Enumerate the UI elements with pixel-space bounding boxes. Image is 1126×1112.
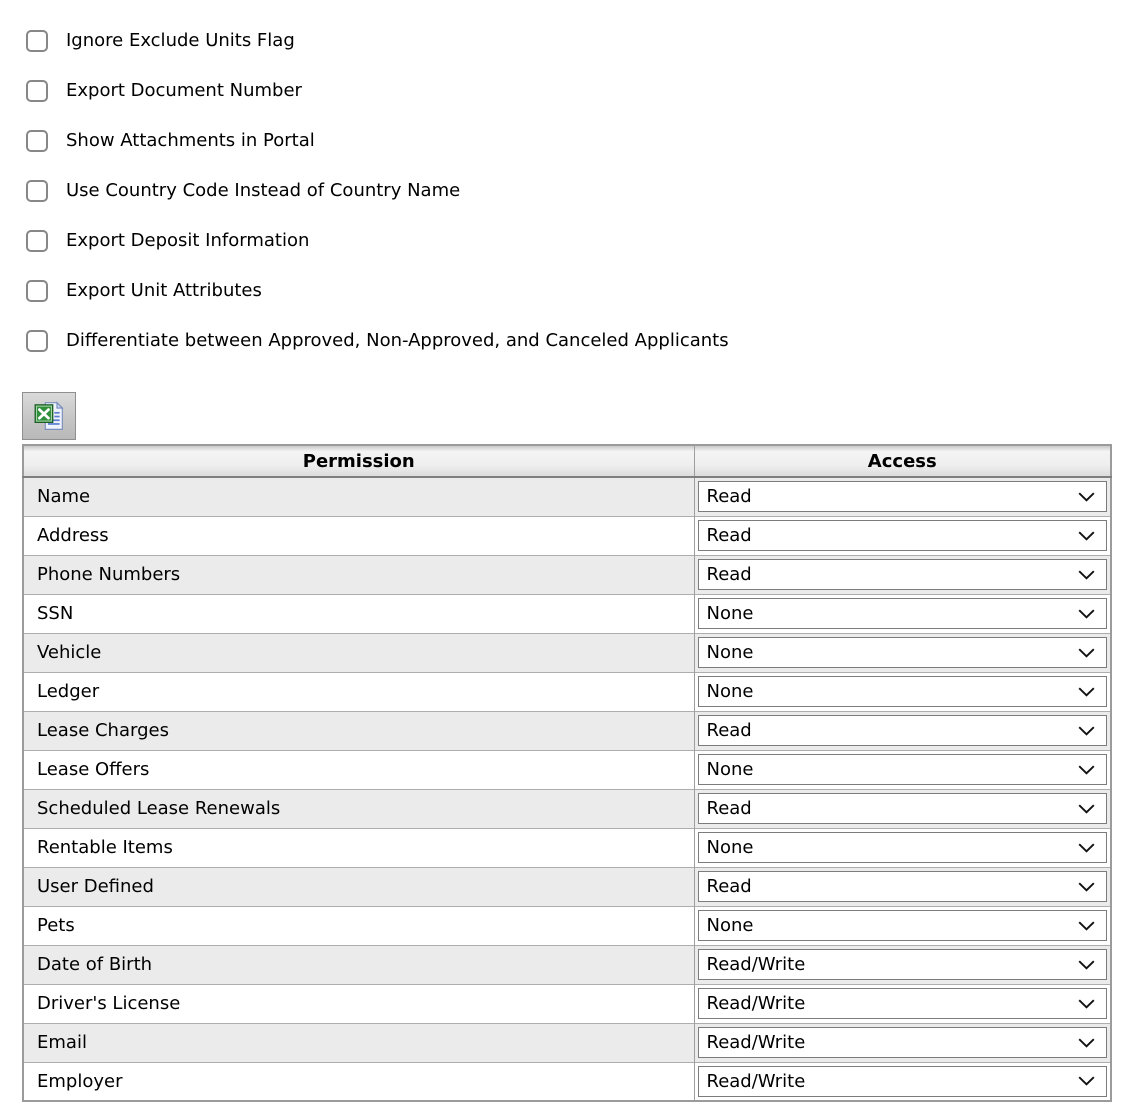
permission-name: SSN [23,594,694,633]
table-row [23,1023,1111,1062]
chevron-down-icon [1078,843,1095,853]
checkbox-option-label: Show Attachments in Portal [66,130,315,151]
access-dropdown-value: Read/Write [706,954,806,975]
checkbox-option-label: Export Document Number [66,80,302,101]
access-cell [694,1023,1111,1062]
checkbox[interactable] [26,280,48,302]
checkbox[interactable] [26,180,48,202]
access-cell [694,1062,1111,1101]
access-dropdown[interactable] [698,598,1108,629]
checkbox[interactable] [26,130,48,152]
permission-name: Name [23,477,694,516]
access-dropdown-value: None [706,915,754,936]
table-row [23,945,1111,984]
access-dropdown-value: Read [706,525,752,546]
chevron-down-icon [1078,882,1095,892]
access-cell [694,516,1111,555]
table-row [23,984,1111,1023]
chevron-down-icon [1078,492,1095,502]
access-dropdown[interactable] [698,559,1108,590]
table-row [23,594,1111,633]
chevron-down-icon [1078,765,1095,775]
permission-name: User Defined [23,867,694,906]
access-dropdown[interactable] [698,481,1108,512]
checkbox-option-label: Ignore Exclude Units Flag [66,30,295,51]
permission-name: Lease Charges [23,711,694,750]
chevron-down-icon [1078,999,1095,1009]
access-cell [694,711,1111,750]
table-row [23,555,1111,594]
permission-column-header: Permission [23,445,694,477]
access-cell [694,633,1111,672]
access-cell [694,984,1111,1023]
permission-name: Scheduled Lease Renewals [23,789,694,828]
chevron-down-icon [1078,531,1095,541]
permission-name: Ledger [23,672,694,711]
checkbox[interactable] [26,30,48,52]
access-dropdown-value: Read [706,486,752,508]
checkbox-option-label: Export Deposit Information [66,230,310,251]
checkbox-option-row[interactable] [26,66,1126,116]
checkbox-option-label: Use Country Code Instead of Country Name [66,180,461,201]
chevron-down-icon [1078,726,1095,736]
chevron-down-icon [1078,960,1095,970]
checkbox-option-row[interactable] [26,166,1126,216]
chevron-down-icon [1078,687,1095,697]
table-row [23,711,1111,750]
chevron-down-icon [1078,921,1095,931]
permissions-table [22,444,1112,1102]
checkbox-option-row[interactable] [26,216,1126,266]
checkbox-option-row[interactable] [26,16,1126,66]
table-row [23,1062,1111,1101]
access-cell [694,867,1111,906]
access-cell [694,789,1111,828]
checkbox-option-row[interactable] [26,116,1126,166]
permission-name: Rentable Items [23,828,694,867]
access-dropdown[interactable] [698,871,1108,902]
access-cell [694,594,1111,633]
access-dropdown-value: None [706,759,754,780]
chevron-down-icon [1078,570,1095,580]
table-row [23,516,1111,555]
table-row [23,789,1111,828]
table-row [23,633,1111,672]
table-header-row [23,445,1111,477]
chevron-down-icon [1078,1038,1095,1048]
checkbox-option-label: Export Unit Attributes [66,280,262,301]
checkbox-option-label: Differentiate between Approved, Non-Approved, and Canceled Applicants [66,330,729,351]
permission-name: Address [23,516,694,555]
table-row [23,477,1111,516]
table-row [23,672,1111,711]
access-dropdown-value: None [706,642,754,663]
access-dropdown[interactable] [698,949,1108,980]
table-row [23,828,1111,867]
access-dropdown[interactable] [698,715,1108,746]
checkbox[interactable] [26,230,48,252]
export-options-list [0,0,1126,366]
excel-export-icon [32,399,66,433]
access-dropdown[interactable] [698,676,1108,707]
access-dropdown[interactable] [698,793,1108,824]
access-dropdown-value: Read/Write [706,993,806,1014]
chevron-down-icon [1078,609,1095,619]
access-dropdown-value: None [706,681,754,702]
checkbox-option-row[interactable] [26,316,1126,366]
access-dropdown[interactable] [698,1027,1108,1058]
table-row [23,906,1111,945]
table-row [23,867,1111,906]
access-cell [694,477,1111,516]
chevron-down-icon [1078,648,1095,658]
access-cell [694,672,1111,711]
access-cell [694,906,1111,945]
access-dropdown[interactable] [698,1066,1108,1097]
access-dropdown-value: None [706,603,754,624]
access-dropdown-value: Read [706,720,752,741]
permission-name: Lease Offers [23,750,694,789]
checkbox[interactable] [26,80,48,102]
permission-name: Date of Birth [23,945,694,984]
access-cell [694,555,1111,594]
permission-name: Pets [23,906,694,945]
chevron-down-icon [1078,1076,1095,1086]
checkbox[interactable] [26,330,48,352]
access-dropdown-value: Read/Write [706,1070,806,1092]
access-cell [694,750,1111,789]
checkbox-option-row[interactable] [26,266,1126,316]
chevron-down-icon [1078,804,1095,814]
access-dropdown-value: Read [706,798,752,819]
access-dropdown[interactable] [698,754,1108,785]
access-dropdown[interactable] [698,910,1108,941]
access-cell [694,828,1111,867]
access-dropdown[interactable] [698,637,1108,668]
permission-name: Driver's License [23,984,694,1023]
access-dropdown-value: Read [706,564,752,585]
access-column-header: Access [694,445,1111,477]
export-to-excel-button[interactable] [22,392,76,440]
access-dropdown-value: None [706,837,754,858]
table-toolbar [22,392,1126,440]
access-dropdown-value: Read/Write [706,1032,806,1053]
permission-name: Employer [23,1062,694,1101]
permission-name: Vehicle [23,633,694,672]
access-dropdown-value: Read [706,876,752,897]
access-cell [694,945,1111,984]
permission-name: Email [23,1023,694,1062]
access-dropdown[interactable] [698,520,1108,551]
table-row [23,750,1111,789]
permission-name: Phone Numbers [23,555,694,594]
access-dropdown[interactable] [698,832,1108,863]
access-dropdown[interactable] [698,988,1108,1019]
